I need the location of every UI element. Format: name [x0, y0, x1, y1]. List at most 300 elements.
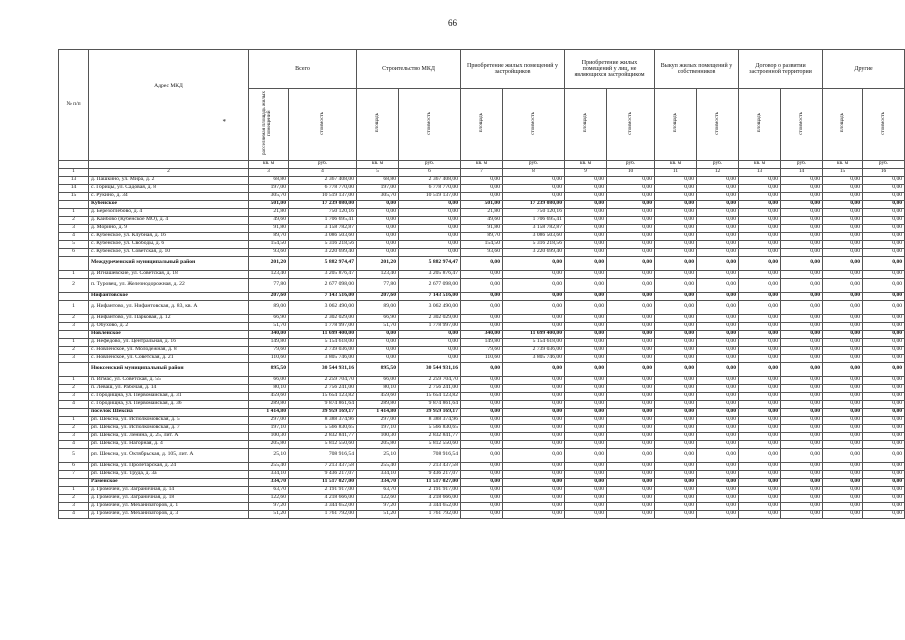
value-cell: 0,00	[399, 200, 461, 208]
value-cell: 8 388 374,96	[289, 416, 357, 424]
value-cell: 122,60	[249, 494, 289, 502]
row-number: 5	[59, 448, 89, 462]
table-row	[59, 300, 905, 314]
value-cell: 0,00	[503, 416, 565, 424]
value-cell: 0,00	[357, 216, 399, 224]
value-cell: 0,00	[863, 392, 905, 400]
row-address: с. Кубенское, ул. Свободы, д. 6	[89, 240, 249, 248]
value-cell: 0,00	[607, 354, 655, 362]
value-cell: 0,00	[863, 216, 905, 224]
table-row	[59, 462, 905, 470]
value-cell: 0,00	[503, 502, 565, 510]
sub-header	[249, 89, 289, 161]
sub-header	[461, 89, 503, 161]
value-cell: 2 832 841,77	[289, 432, 357, 440]
value-cell: 0,00	[823, 322, 863, 330]
subtotal-row	[59, 292, 905, 300]
value-cell: 0,00	[739, 208, 781, 216]
value-cell: 63,70	[357, 486, 399, 494]
value-cell: 0,00	[863, 384, 905, 392]
value-cell: 9 874 861,64	[399, 400, 461, 408]
value-cell: 0,00	[565, 470, 607, 478]
value-cell: 122,60	[357, 494, 399, 502]
row-address: д. Кайбово (Кубенское МО), д. 4	[89, 216, 249, 224]
value-cell: 1 761 792,00	[289, 510, 357, 518]
value-cell: 3 205 876,47	[289, 270, 357, 278]
value-cell: 201,20	[249, 256, 289, 270]
value-cell: 0,00	[697, 354, 739, 362]
value-cell: 0,00	[655, 440, 697, 448]
value-cell: 0,00	[739, 184, 781, 192]
row-address: с. Кубенское, ул. Советская, д. 10	[89, 248, 249, 256]
value-cell: 0,00	[607, 376, 655, 384]
table-body	[59, 176, 905, 518]
value-cell: 0,00	[863, 470, 905, 478]
value-cell: 0,00	[781, 338, 823, 346]
value-cell: 0,00	[655, 362, 697, 376]
value-cell: 0,00	[607, 270, 655, 278]
subtotal-name: Нюксенский муниципальный район	[89, 362, 249, 376]
value-cell: 7 213 437,58	[399, 462, 461, 470]
value-cell: 0,00	[655, 338, 697, 346]
value-cell: 0,00	[739, 322, 781, 330]
value-cell: 9 436 217,07	[289, 470, 357, 478]
table-row	[59, 416, 905, 424]
value-cell: 0,00	[655, 184, 697, 192]
value-cell: 80,10	[249, 384, 289, 392]
value-cell: 0,00	[565, 240, 607, 248]
value-cell: 0,00	[607, 448, 655, 462]
value-cell: 3 158 782,87	[289, 224, 357, 232]
value-cell: 0,00	[607, 184, 655, 192]
units-cell: кв. м	[461, 160, 503, 168]
value-cell: 297,00	[357, 416, 399, 424]
value-cell: 0,00	[461, 192, 503, 200]
value-cell: 10 519 137,00	[399, 192, 461, 200]
sub-header	[739, 89, 781, 161]
value-cell: 0,00	[823, 300, 863, 314]
value-cell: 0,00	[655, 510, 697, 518]
value-cell: 0,00	[697, 184, 739, 192]
value-cell: 197,10	[249, 424, 289, 432]
value-cell: 2 259 704,70	[399, 376, 461, 384]
sub-header-label: стоимость	[318, 111, 325, 135]
value-cell: 0,00	[823, 184, 863, 192]
value-cell: 0,00	[739, 448, 781, 462]
column-number-cell: 15	[823, 168, 863, 176]
value-cell: 0,00	[607, 256, 655, 270]
row-number: 1	[59, 486, 89, 494]
row-number: 5	[59, 240, 89, 248]
row-address: д. Пашкино, ул. Мира, д. 2	[89, 176, 249, 184]
value-cell: 0,00	[739, 478, 781, 486]
value-cell: 0,00	[697, 462, 739, 470]
value-cell: 5 882 974,47	[289, 256, 357, 270]
value-cell: 0,00	[781, 408, 823, 416]
sub-header-label: стоимость	[797, 111, 804, 135]
value-cell: 0,00	[655, 232, 697, 240]
value-cell: 0,00	[739, 256, 781, 270]
value-cell: 0,00	[565, 200, 607, 208]
value-cell: 0,00	[739, 300, 781, 314]
value-cell: 0,00	[739, 470, 781, 478]
value-cell: 0,00	[565, 424, 607, 432]
row-number: 4	[59, 510, 89, 518]
value-cell: 289,80	[357, 400, 399, 408]
value-cell: 0,00	[565, 300, 607, 314]
value-cell: 1 761 792,00	[399, 510, 461, 518]
value-cell: 0,00	[823, 362, 863, 376]
value-cell: 207,60	[249, 292, 289, 300]
row-number: 1	[59, 208, 89, 216]
value-cell: 289,80	[249, 400, 289, 408]
value-cell: 0,00	[399, 354, 461, 362]
value-cell: 0,00	[461, 510, 503, 518]
value-cell: 0,00	[823, 292, 863, 300]
row-number: 2	[59, 216, 89, 224]
value-cell: 0,00	[739, 176, 781, 184]
subtotal-row	[59, 362, 905, 376]
value-cell: 0,00	[781, 200, 823, 208]
value-cell: 3 805 746,00	[503, 354, 565, 362]
column-number-cell: 10	[607, 168, 655, 176]
sub-header-label: площадь	[581, 113, 588, 133]
value-cell: 0,00	[461, 300, 503, 314]
units-cell	[59, 160, 89, 168]
value-cell: 0,00	[607, 478, 655, 486]
value-cell: 0,00	[399, 216, 461, 224]
value-cell: 0,00	[565, 502, 607, 510]
value-cell: 93,60	[249, 248, 289, 256]
value-cell: 2 367 408,00	[289, 176, 357, 184]
value-cell: 0,00	[739, 224, 781, 232]
value-cell: 0,00	[697, 346, 739, 354]
subtotal-name: Раменское	[89, 478, 249, 486]
table-row	[59, 248, 905, 256]
units-cell: кв. м	[823, 160, 863, 168]
sub-header-label: стоимость	[713, 111, 720, 135]
column-number-cell: 3	[249, 168, 289, 176]
value-cell: 77,80	[357, 278, 399, 292]
value-cell: 0,00	[697, 240, 739, 248]
value-cell: 0,00	[697, 330, 739, 338]
value-cell: 7 213 437,58	[289, 462, 357, 470]
value-cell: 0,00	[781, 376, 823, 384]
value-cell: 0,00	[655, 216, 697, 224]
value-cell: 0,00	[357, 354, 399, 362]
value-cell: 0,00	[781, 494, 823, 502]
value-cell: 0,00	[607, 322, 655, 330]
value-cell: 0,00	[655, 256, 697, 270]
value-cell: 0,00	[739, 440, 781, 448]
column-number-cell: 8	[503, 168, 565, 176]
value-cell: 66,00	[357, 376, 399, 384]
value-cell: 0,00	[781, 392, 823, 400]
value-cell: 0,00	[461, 448, 503, 462]
value-cell: 5 316 218,56	[503, 240, 565, 248]
value-cell: 0,00	[823, 494, 863, 502]
row-address: с. Городищна, ул. Первомайская, д. 31	[89, 392, 249, 400]
value-cell: 0,00	[739, 330, 781, 338]
value-cell: 0,00	[697, 270, 739, 278]
value-cell: 0,00	[607, 224, 655, 232]
value-cell: 0,00	[503, 292, 565, 300]
value-cell: 0,00	[655, 448, 697, 462]
value-cell: 305,70	[357, 192, 399, 200]
table-row	[59, 486, 905, 494]
units-cell: руб.	[781, 160, 823, 168]
row-number: 4	[59, 400, 89, 408]
row-address: д. Нифантово, ул. Парковая, д. 12	[89, 314, 249, 322]
value-cell: 89,70	[249, 232, 289, 240]
row-address: д. Громочей, ул. Заграничная, д. 18	[89, 494, 249, 502]
value-cell: 0,00	[697, 416, 739, 424]
value-cell: 0,00	[781, 256, 823, 270]
value-cell: 895,50	[249, 362, 289, 376]
subtotal-name: Нифантовское	[89, 292, 249, 300]
value-cell: 0,00	[461, 314, 503, 322]
group-header: Строительство МКД	[357, 50, 461, 89]
value-cell: 0,00	[781, 478, 823, 486]
units-row	[59, 160, 905, 168]
value-cell: 110,60	[461, 354, 503, 362]
value-cell: 0,00	[503, 400, 565, 408]
row-address: д. Громочей, ул. Заграничная, д. 14	[89, 486, 249, 494]
value-cell: 0,00	[697, 224, 739, 232]
col-addr-header	[89, 50, 249, 161]
value-cell: 0,00	[739, 216, 781, 224]
value-cell: 0,00	[607, 338, 655, 346]
column-number-cell: 11	[655, 168, 697, 176]
value-cell: 7 143 516,00	[399, 292, 461, 300]
row-number: 2	[59, 314, 89, 322]
value-cell: 0,00	[781, 184, 823, 192]
column-number-cell: 14	[781, 168, 823, 176]
group-header: Выкуп жилых помещений у собственников	[655, 50, 739, 89]
row-number	[59, 478, 89, 486]
value-cell: 0,00	[607, 278, 655, 292]
value-cell: 2 302 029,00	[289, 314, 357, 322]
value-cell: 459,60	[249, 392, 289, 400]
value-cell: 0,00	[697, 510, 739, 518]
value-cell: 0,00	[823, 256, 863, 270]
table-row	[59, 208, 905, 216]
value-cell: 11 517 027,00	[289, 478, 357, 486]
value-cell: 0,00	[739, 232, 781, 240]
value-cell: 0,00	[781, 216, 823, 224]
value-cell: 0,00	[739, 502, 781, 510]
value-cell: 21,80	[461, 208, 503, 216]
value-cell: 3 158 782,87	[503, 224, 565, 232]
row-number: 2	[59, 494, 89, 502]
table-row	[59, 184, 905, 192]
table-row	[59, 192, 905, 200]
value-cell: 0,00	[781, 416, 823, 424]
value-cell: 0,00	[781, 240, 823, 248]
value-cell: 2 677 098,00	[289, 278, 357, 292]
value-cell: 0,00	[781, 248, 823, 256]
value-cell: 0,00	[739, 314, 781, 322]
value-cell: 0,00	[565, 408, 607, 416]
value-cell: 0,00	[565, 440, 607, 448]
value-cell: 0,00	[697, 424, 739, 432]
value-cell: 0,00	[697, 376, 739, 384]
value-cell: 0,00	[565, 354, 607, 362]
value-cell: 0,00	[607, 240, 655, 248]
value-cell: 30 544 931,16	[289, 362, 357, 376]
value-cell: 0,00	[863, 416, 905, 424]
value-cell: 0,00	[739, 240, 781, 248]
column-number-cell: 5	[357, 168, 399, 176]
value-cell: 197,00	[249, 184, 289, 192]
value-cell: 3 086 503,60	[503, 232, 565, 240]
value-cell: 0,00	[503, 300, 565, 314]
value-cell: 305,70	[249, 192, 289, 200]
value-cell: 0,00	[697, 314, 739, 322]
value-cell: 0,00	[357, 208, 399, 216]
value-cell: 9 874 861,64	[289, 400, 357, 408]
value-cell: 0,00	[607, 362, 655, 376]
value-cell: 0,00	[863, 314, 905, 322]
value-cell: 0,00	[823, 408, 863, 416]
value-cell: 0,00	[655, 224, 697, 232]
value-cell: 0,00	[823, 448, 863, 462]
value-cell: 0,00	[607, 176, 655, 184]
value-cell: 0,00	[739, 384, 781, 392]
column-number-cell: 16	[863, 168, 905, 176]
value-cell: 0,00	[461, 424, 503, 432]
value-cell: 100,30	[357, 432, 399, 440]
row-address: рп. Шексна, ул. Исполкомовская, д. 7	[89, 424, 249, 432]
value-cell: 0,00	[697, 392, 739, 400]
value-cell: 5 316 218,56	[289, 240, 357, 248]
value-cell: 91,80	[249, 224, 289, 232]
value-cell: 11 699 400,00	[289, 330, 357, 338]
value-cell: 0,00	[863, 510, 905, 518]
value-cell: 0,00	[461, 462, 503, 470]
value-cell: 0,00	[461, 416, 503, 424]
value-cell: 0,00	[863, 176, 905, 184]
row-number	[59, 362, 89, 376]
row-number	[59, 256, 89, 270]
value-cell: 0,00	[739, 248, 781, 256]
value-cell: 0,00	[565, 224, 607, 232]
value-cell: 197,00	[357, 184, 399, 192]
value-cell: 110,60	[249, 354, 289, 362]
value-cell: 0,00	[863, 248, 905, 256]
row-number: 2	[59, 384, 89, 392]
value-cell: 0,00	[655, 330, 697, 338]
row-address: с. Рукино, д. 34	[89, 192, 249, 200]
value-cell: 17 239 080,00	[503, 200, 565, 208]
subtotal-row	[59, 200, 905, 208]
value-cell: 0,00	[503, 424, 565, 432]
value-cell: 2 677 098,00	[399, 278, 461, 292]
units-cell: кв. м	[249, 160, 289, 168]
value-cell: 0,00	[503, 486, 565, 494]
value-cell: 2 367 408,00	[399, 176, 461, 184]
value-cell: 0,00	[503, 184, 565, 192]
table-row	[59, 392, 905, 400]
value-cell: 0,00	[781, 176, 823, 184]
value-cell: 0,00	[503, 462, 565, 470]
value-cell: 0,00	[823, 192, 863, 200]
value-cell: 0,00	[607, 200, 655, 208]
row-number: 13	[59, 176, 89, 184]
value-cell: 0,00	[565, 486, 607, 494]
value-cell: 80,10	[357, 384, 399, 392]
table-header	[59, 50, 905, 177]
column-number-cell: 7	[461, 168, 503, 176]
value-cell: 0,00	[565, 392, 607, 400]
value-cell: 0,00	[565, 330, 607, 338]
value-cell: 0,00	[739, 292, 781, 300]
table-row	[59, 384, 905, 392]
value-cell: 0,00	[781, 208, 823, 216]
value-cell: 0,00	[863, 462, 905, 470]
value-cell: 0,00	[697, 216, 739, 224]
row-number: 2	[59, 278, 89, 292]
table-row	[59, 440, 905, 448]
value-cell: 5 154 618,00	[503, 338, 565, 346]
value-cell: 708 916,54	[399, 448, 461, 462]
row-number	[59, 330, 89, 338]
sub-header	[289, 89, 357, 161]
value-cell: 10 519 137,00	[289, 192, 357, 200]
value-cell: 0,00	[399, 224, 461, 232]
row-address: д. Громочей, ул. Механизаторов, д. 1	[89, 502, 249, 510]
value-cell: 0,00	[823, 270, 863, 278]
row-number: 7	[59, 470, 89, 478]
value-cell: 2 756 241,00	[399, 384, 461, 392]
value-cell: 0,00	[739, 200, 781, 208]
value-cell: 0,00	[357, 330, 399, 338]
value-cell: 501,00	[461, 200, 503, 208]
value-cell: 0,00	[655, 502, 697, 510]
value-cell: 79,60	[461, 346, 503, 354]
value-cell: 0,00	[739, 392, 781, 400]
value-cell: 0,00	[697, 338, 739, 346]
value-cell: 0,00	[461, 470, 503, 478]
value-cell: 0,00	[357, 232, 399, 240]
value-cell: 0,00	[697, 408, 739, 416]
value-cell: 91,80	[461, 224, 503, 232]
value-cell: 0,00	[781, 486, 823, 494]
table-row	[59, 400, 905, 408]
value-cell: 297,00	[249, 416, 289, 424]
value-cell: 0,00	[823, 248, 863, 256]
value-cell: 0,00	[739, 354, 781, 362]
value-cell: 205,80	[357, 440, 399, 448]
value-cell: 25,10	[249, 448, 289, 462]
row-address: рп. Шексна, ул. Труда, д. 3а	[89, 470, 249, 478]
value-cell: 0,00	[697, 248, 739, 256]
value-cell: 7 143 516,00	[289, 292, 357, 300]
value-cell: 0,00	[739, 432, 781, 440]
value-cell: 0,00	[823, 470, 863, 478]
value-cell: 0,00	[607, 330, 655, 338]
value-cell: 0,00	[863, 330, 905, 338]
value-cell: 0,00	[697, 292, 739, 300]
column-number-cell: 12	[697, 168, 739, 176]
value-cell: 0,00	[781, 470, 823, 478]
value-cell: 0,00	[503, 384, 565, 392]
value-cell: 0,00	[607, 400, 655, 408]
value-cell: 5 154 618,00	[289, 338, 357, 346]
value-cell: 0,00	[607, 502, 655, 510]
value-cell: 0,00	[863, 200, 905, 208]
value-cell: 0,00	[697, 400, 739, 408]
